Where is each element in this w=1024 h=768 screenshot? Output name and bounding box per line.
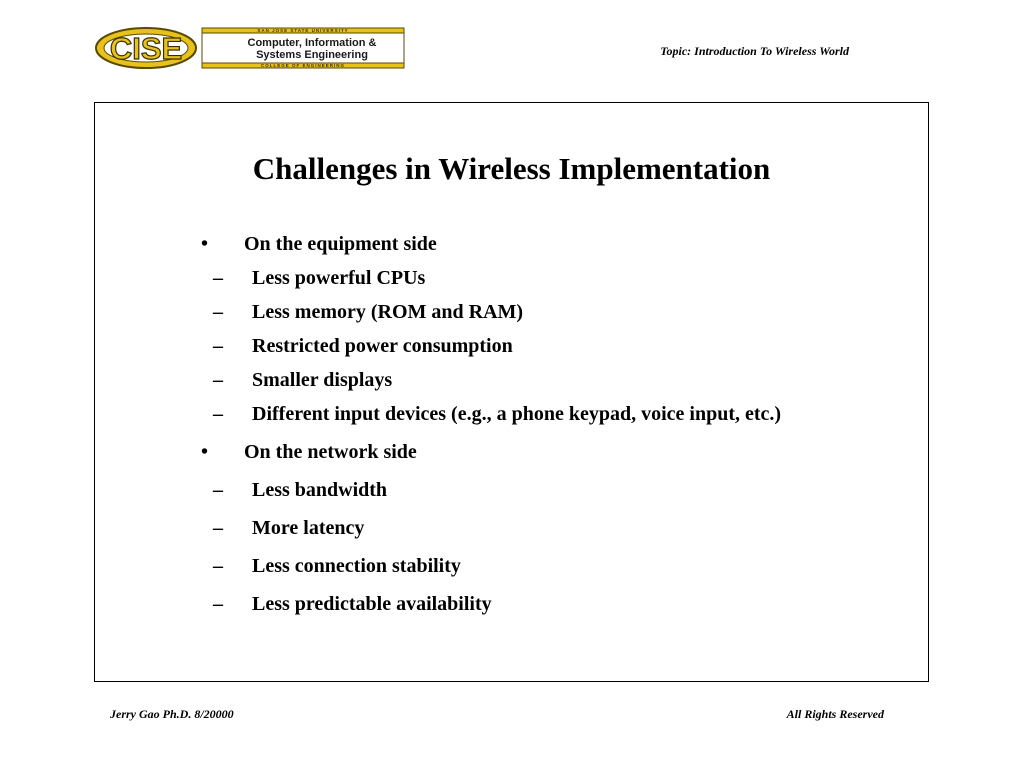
bullet-network [201,441,417,464]
sub-item-text: Less bandwidth [252,479,388,501]
dash-mark: – [213,517,223,539]
sub-item-text: Less memory (ROM and RAM) [252,301,524,323]
sub-item [213,335,513,358]
logo-mark: CISE [109,31,183,66]
bullet-mark: • [201,441,209,463]
sub-item [213,267,425,290]
sub-item [213,517,364,540]
sub-item [213,593,492,616]
sub-item-text: Smaller displays [252,369,393,391]
sub-item-text: Restricted power consumption [252,335,513,357]
slide-frame [94,102,929,682]
sub-item [213,301,523,324]
dash-mark: – [213,369,223,391]
logo-line2: Systems Engineering [256,49,368,61]
dash-mark: – [213,403,223,425]
footer-rights: All Rights Reserved [786,707,884,721]
bullet-equipment [201,233,437,256]
sub-item [213,555,461,578]
sub-item-text: Different input devices (e.g., a phone keypad, voice input, etc.) [252,403,782,425]
logo-line1: Computer, Information & [247,37,377,49]
dash-mark: – [213,267,223,289]
logo-university: SAN JOSE STATE UNIVERSITY [257,28,349,33]
slide-title: Challenges in Wireless Implementation [252,151,771,186]
bullet-mark: • [201,233,209,255]
logo-college: COLLEGE OF ENGINEERING [260,63,346,68]
sub-item [213,403,781,426]
dash-mark: – [213,301,223,323]
footer-author: Jerry Gao Ph.D. 8/20000 [110,707,234,721]
bullet-text: On the network side [244,441,417,463]
cise-logo [94,26,406,70]
sub-item [213,369,392,392]
topic-header: Topic: Introduction To Wireless World [660,44,849,58]
cise-logo-graphic [94,26,406,70]
sub-item-text: Less predictable availability [252,593,492,615]
dash-mark: – [213,479,223,501]
dash-mark: – [213,555,223,577]
sub-item-text: Less connection stability [252,555,461,577]
sub-item [213,479,387,502]
sub-item-text: Less powerful CPUs [252,267,426,289]
bullet-text: On the equipment side [244,233,437,255]
dash-mark: – [213,335,223,357]
sub-item-text: More latency [252,517,365,539]
dash-mark: – [213,593,223,615]
